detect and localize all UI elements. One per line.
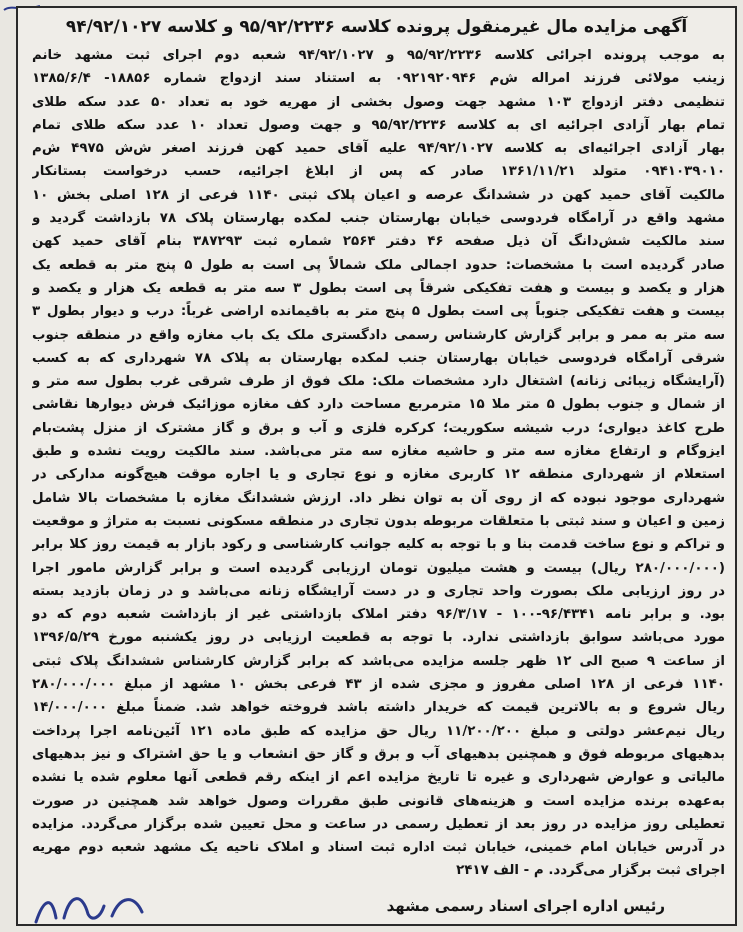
notice-line: به موجب پرونده اجرائی کلاسه ۹۵/۹۲/۲۲۳۶ و ۹۴/۹۲/۱۰۲۷ شعبه دوم اجرای ثبت مشهد خانم	[32, 48, 725, 63]
notice-line: ۱۱۴۰ فرعی از ۱۲۸ اصلی مفروز و مجزی شده از ۴۳ فرعی بخش ۱۰ مشهد از مبلغ ۲۸۰/۰۰۰/۰۰۰	[32, 677, 725, 693]
notice-signature: رئیس اداره اجرای اسناد رسمی مشهد	[386, 897, 665, 915]
notice-line: در روز ارزیابی ملک بصورت واحد تجاری و در دست آرایشگاه زنانه می‌باشد و در زمان بازدید بسته	[32, 583, 725, 599]
notice-line: مالکیت آقای حمید کهن در ششدانگ عرصه و اعیان پلاک ثبتی ۱۱۴۰ فرعی از ۱۲۸ اصلی بخش ۱۰	[32, 187, 725, 203]
notice-title: آگهی مزایده مال غیرمنقول پرونده کلاسه ۹۵/۹۲/۲۲۳۶ و کلاسه ۹۴/۹۲/۱۰۲۷	[65, 17, 688, 37]
notice-line: شهرداری موجود نبوده که از روی آن به توان نظر داد. ارزش ششدانگ مغازه با مشخصات بالا شامل	[32, 490, 725, 506]
notice-line: (آرایشگاه زیبائی زنانه) اشتغال دارد مشخصات ملک: ملک فوق از طرف شرقی غرب بطول سه متر و	[32, 374, 725, 390]
notice-body	[32, 44, 725, 894]
notice-line: ریال شروع و به بالاترین قیمت که خریدار داشته باشد فروخته خواهد شد. ضمناً مبلغ ۱۴/۰۰۰/۰۰۰	[32, 700, 725, 716]
notice-line: تمام بهار آزادی اجرائیه ای به کلاسه ۹۵/۹۲/۲۲۳۶ و جهت وصول تعداد ۱۰ عدد سکه طلای تمام	[32, 117, 725, 133]
handwritten-number-mark	[30, 888, 150, 928]
notice-line: بهار آزادی اجرائیه‌ای به کلاسه ۹۴/۹۲/۱۰۲۷ علیه آقای حمید کهن فرزند اصغر ش‌ش ۴۹۷۵ ش‌م	[32, 141, 725, 157]
notice-line: بیست و هفت تفکیکی جنوباً پی است بطول ۵ پنج متر به باقیمانده اراضی غرباً: درب و دیوار بطول ۳	[32, 304, 725, 320]
notice-line: هزار و یکصد و بیست و هفت تفکیکی شرقاً پی است بطول ۳ سه متر به قطعه یک هزار و یکصد و	[32, 280, 725, 296]
notice-line: طرح کاغذ دیواری؛ درب شیشه سکوریت؛ کرکره فلزی و آب و برق و گاز مشترک از منزل پشت‌بام	[32, 420, 725, 436]
notice-line: (۲۸۰/۰۰۰/۰۰۰ ریال) بیست و هشت میلیون تومان ارزیابی گردیده است و برابر گزارش مامور اجرا	[32, 560, 725, 576]
notice-line: شرقی آرامگاه فردوسی خیابان بهارستان جنب لمکده بهارستان به پلاک ۷۸ شهرداری که به کسب	[32, 350, 725, 366]
notice-line: از شمال و جنوب بطول ۵ متر ملا ۱۵ مترمربع مساحت دارد کف مغازه موزائیک فرش دیوارها نقاشی	[32, 397, 725, 413]
notice-line: بدهیهای مربوطه فوق و همچنین بدهیهای آب و برق و گاز حق انشعاب و یا حق اشتراک و نیز بدهیهای	[32, 746, 725, 762]
notice-line: ایزوگام و ارتفاع مغازه سه متر و حاشیه مغازه سه متر می‌باشد. سند مالکیت رویت نشده و طبق	[32, 444, 725, 460]
notice-line: ریال نیم‌عشر دولتی و مبلغ ۱۱/۲۰۰/۲۰۰ ریال حق مزایده که طبق ماده ۱۲۱ آئین‌نامه اجرا پرداخت	[32, 723, 725, 739]
notice-line: و تراکم و نوع ساخت قدمت بنا و با توجه به کلیه جوانب کارشناسی و رکود بازار به قیمت روز کلا برابر	[32, 537, 725, 553]
notice-line: زمین و اعیان و سند ثبتی با متعلقات مربوطه بدون تجاری در منطقه مسکونی نسبت به متراژ و موقعیت	[32, 513, 725, 529]
notice-line: سه متر به ممر و برابر گزارش کارشناس رسمی دادگستری ملک یک باب مغازه واقع در منطقه جنوب	[32, 327, 725, 343]
notice-line: مورد می‌باشد سوابق بازداشتی ندارد. با توجه به قطعیت ارزیابی در روز یکشنبه مورخ ۱۳۹۶/۵/۲۹	[32, 630, 725, 646]
notice-line: به‌عهده برنده مزایده است و هزینه‌های قانونی طبق مقررات وصول خواهد شد همچنین در صورت	[32, 793, 725, 809]
notice-line: تنظیمی دفتر ازدواج ۱۰۳ مشهد جهت وصول بخشی از مهریه خود به تعداد ۵۰ عدد سکه طلای	[32, 94, 725, 110]
notice-line: استعلام از شهرداری منطقه ۱۲ کاربری مغازه و نوع تجاری و یا اجاره موقت هیچ‌گونه مدارکی در	[32, 467, 725, 483]
notice-line: بود. و برابر نامه ۹۶/۴۳۴۱-۱۰۰ - ۹۶/۳/۱۷ دفتر املاک بازداشتی غیر از بازداشت شعبه دوم که دو	[32, 607, 725, 623]
notice-line: سند مالکیت شش‌دانگ آن ذیل صفحه ۴۶ دفتر ۲۵۶۴ شماره ثبت ۳۸۷۲۹۳ بنام آقای حمید کهن	[32, 234, 725, 250]
notice-line: از ساعت ۹ صبح الی ۱۲ ظهر جلسه مزایده می‌باشد که برابر گزارش کارشناس ششدانگ پلاک ثبتی	[32, 653, 725, 669]
notice-line: مشهد واقع در آرامگاه فردوسی خیابان بهارستان جنب لمکده بهارستان پلاک ۷۸ بازداشت گردید و	[32, 211, 725, 227]
notice-line: ۰۹۴۱۰۳۹۰۱۰ متولد ۱۳۶۱/۱۱/۲۱ صادر که پس از ابلاغ اجرائیه، حسب درخواست بستانکار	[32, 164, 725, 180]
notice-line: صادر گردیده است با مشخصات: حدود اجمالی ملک شمالاً پی است به طول ۵ پنج متر به قطعه یک	[32, 257, 725, 273]
notice-line: زینب مولائی فرزند امراله ش‌م ۰۹۲۱۹۲۰۹۴۶ به استناد سند ازدواج شماره ۱۸۸۵۶- ۱۳۸۵/۶/۴	[32, 71, 725, 87]
notice-line: اجرای ثبت برگزار می‌گردد. م - الف ۲۴۱۷	[456, 863, 725, 879]
notice-line: تعطیلی روز مزایده در روز بعد از تعطیل رسمی در ساعت و محل تعیین شده برگزار می‌گردد. مزایده	[32, 816, 725, 832]
notice-line: مالیاتی و عوارض شهرداری و غیره تا تاریخ مزایده اعم از اینکه رقم قطعی آنها معلوم شده یا نشده	[32, 770, 725, 786]
notice-frame	[16, 6, 737, 926]
notice-line: در آدرس خیابان امام خمینی، خیابان ثبت اداره ثبت اسناد و املاک ناحیه یک مشهد شعبه دوم مهریه	[32, 840, 725, 856]
